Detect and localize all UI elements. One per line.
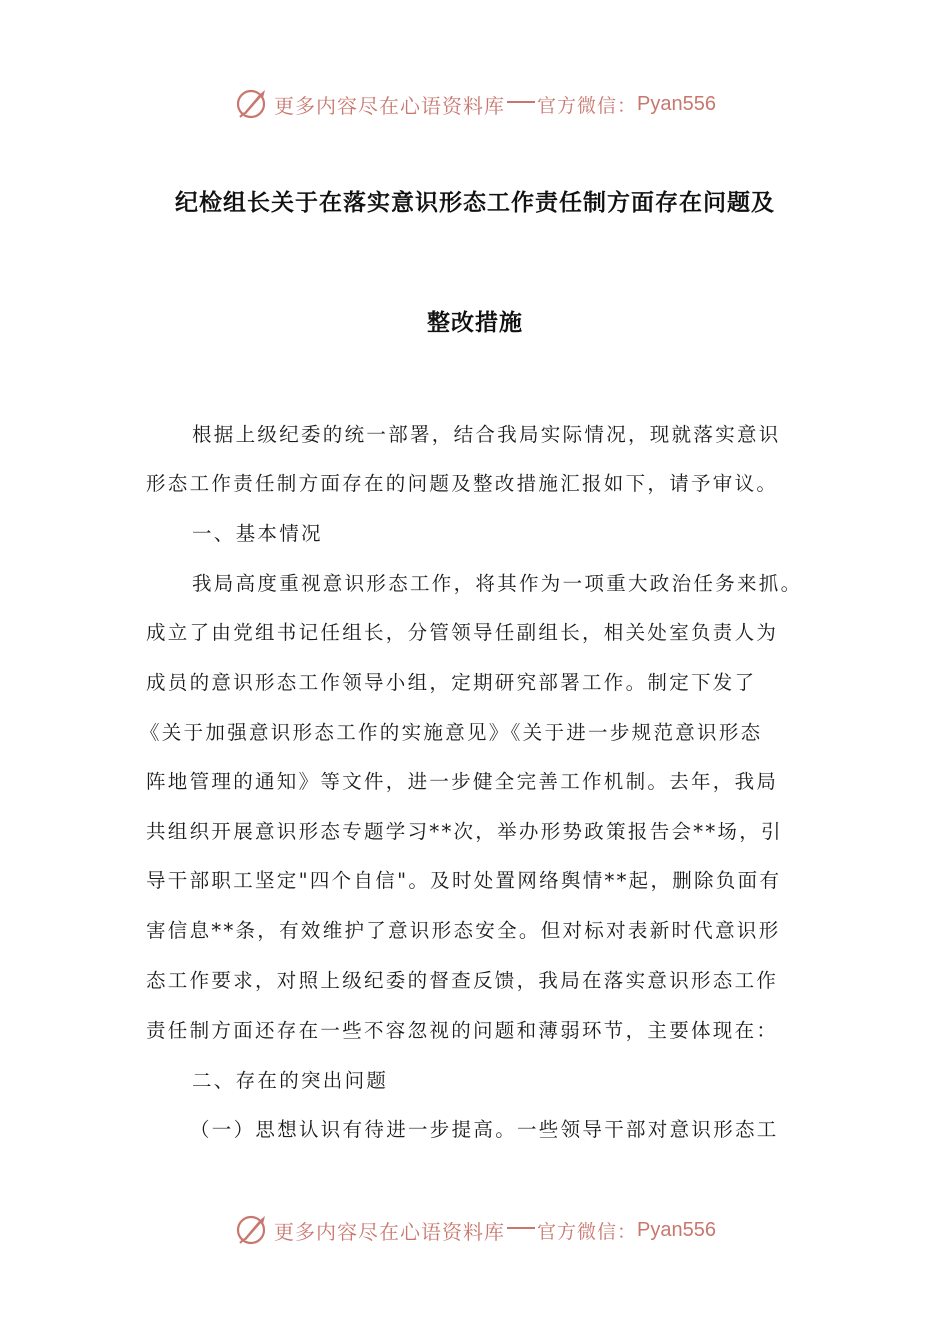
watermark-wechat-label: 官方微信：: [537, 94, 638, 117]
body-line: （一）思想认识有待进一步提高。一些领导干部对意识形态工: [190, 1118, 779, 1141]
body-line: 共组织开展意识形态专题学习**次，举办形势政策报告会**场，引: [146, 820, 783, 843]
watermark-site-text: 更多内容尽在心语资料库: [274, 93, 505, 118]
body-line: 形态工作责任制方面存在的问题及整改措施汇报如下，请予审议。: [146, 472, 779, 495]
body-line: 《关于加强意识形态工作的实施意见》《关于进一步规范意识形态: [140, 721, 763, 744]
watermark-site-text: 更多内容尽在心语资料库: [274, 1219, 505, 1244]
watermark-dash: [507, 1227, 535, 1229]
section-heading: 一、基本情况: [192, 522, 323, 545]
body-line: 成员的意识形态工作领导小组，定期研究部署工作。制定下发了: [146, 671, 757, 694]
document-title-line-1: 纪检组长关于在落实意识形态工作责任制方面存在问题及: [175, 190, 775, 216]
header-watermark: [0, 82, 950, 126]
body-line: 阵地管理的通知》等文件，进一步健全完善工作机制。去年，我局: [146, 770, 779, 793]
quill-pen-circle-icon: [234, 87, 268, 121]
document-title-line-2: 整改措施: [427, 310, 523, 336]
footer-watermark: [0, 1208, 950, 1252]
body-line: 导干部职工坚定"四个自信"。及时处置网络舆情**起，删除负面有: [146, 869, 782, 892]
body-line: 根据上级纪委的统一部署，结合我局实际情况，现就落实意识: [192, 423, 781, 446]
watermark-wechat-label: 官方微信：: [537, 1220, 638, 1243]
watermark-wechat-id: Pyan556: [637, 92, 716, 115]
body-line: 态工作要求，对照上级纪委的督查反馈，我局在落实意识形态工作: [146, 969, 779, 992]
watermark-wechat-id: Pyan556: [637, 1218, 716, 1241]
body-line: 害信息**条，有效维护了意识形态安全。但对标对表新时代意识形: [146, 919, 781, 942]
watermark-dash: [507, 101, 535, 103]
body-line: 我局高度重视意识形态工作，将其作为一项重大政治任务来抓。: [192, 572, 803, 595]
body-line: 责任制方面还存在一些不容忽视的问题和薄弱环节，主要体现在：: [146, 1019, 779, 1042]
section-heading: 二、存在的突出问题: [192, 1069, 389, 1092]
body-line: 成立了由党组书记任组长，分管领导任副组长，相关处室负责人为: [146, 621, 779, 644]
quill-pen-circle-icon: [234, 1213, 268, 1247]
